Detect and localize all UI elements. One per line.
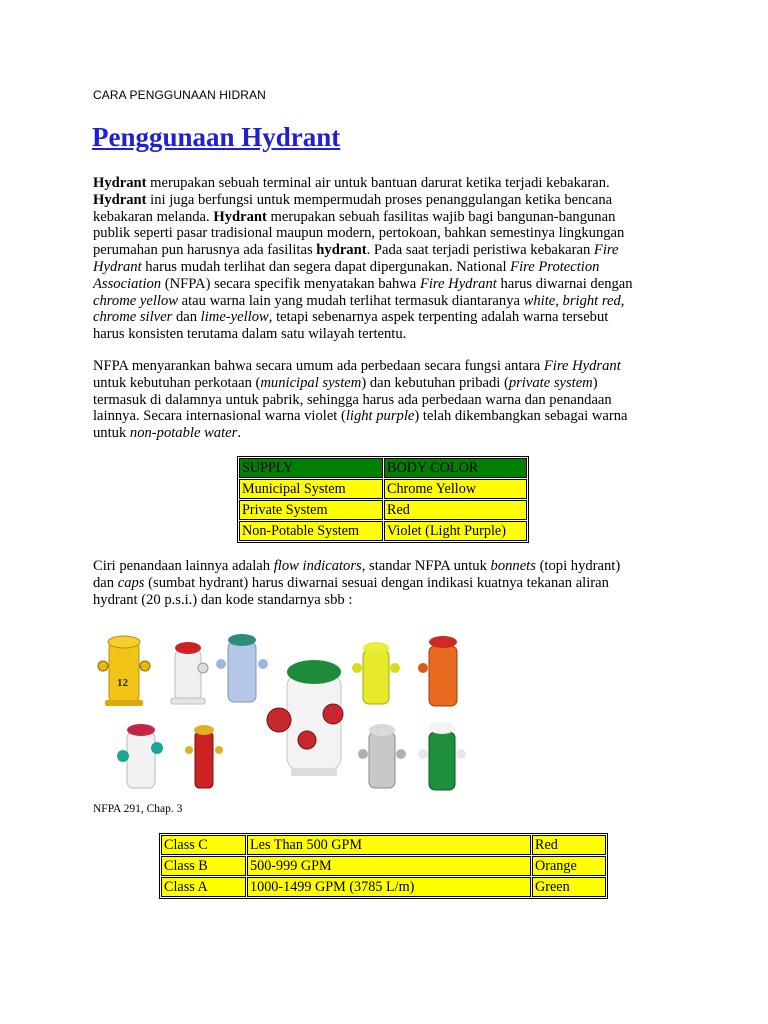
table-row xyxy=(161,877,606,897)
text-run: ini juga berfungsi untuk mempermudah proses penanggulangan ketika bencana xyxy=(146,191,613,208)
table-cell: 1000-1499 GPM (3785 L/m) xyxy=(247,877,531,897)
table-cell: Municipal System xyxy=(239,479,383,499)
blue-hydrant xyxy=(216,634,268,702)
text-line xyxy=(93,425,683,442)
table-cell: Class B xyxy=(161,856,246,876)
text-run: harus mudah terlihat dan segera dapat dipergunakan. National xyxy=(141,258,511,275)
table-row xyxy=(239,479,527,499)
table-header-row xyxy=(239,458,527,478)
table-cell: Class C xyxy=(161,835,246,855)
flow-class-table xyxy=(159,833,608,899)
bold-run: Hydrant xyxy=(93,191,147,208)
table-cell: Red xyxy=(532,835,606,855)
yellow-hydrant xyxy=(98,636,150,706)
table-row xyxy=(239,521,527,541)
figure-caption: NFPA 291, Chap. 3 xyxy=(93,803,183,815)
text-run: Ciri penandaan lainnya adalah xyxy=(93,558,274,574)
white-green-hydrant xyxy=(267,660,343,776)
text-run: lainnya. Secara internasional warna violet ( xyxy=(93,408,346,425)
italic-run: bonnets xyxy=(490,558,536,574)
text-run: ) telah dikembangkan sebagai warna xyxy=(414,408,628,425)
italic-run: light purple xyxy=(345,408,415,425)
text-run: termasuk di dalamnya untuk pabrik, sehingga harus ada perbedaan warna dan penandaan xyxy=(93,391,612,408)
italic-run: Fire Protection xyxy=(510,258,600,275)
red-hydrant xyxy=(185,725,223,788)
text-line xyxy=(93,592,683,609)
table-cell: Orange xyxy=(532,856,606,876)
header-cell-body-color: BODY COLOR xyxy=(384,458,527,478)
italic-run: chrome yellow xyxy=(93,292,178,309)
text-run: atau warna lain yang mudah terlihat termasuk diantaranya xyxy=(177,292,524,309)
italic-run: municipal system xyxy=(260,374,362,391)
text-run: publik seperti pasar tradisional maupun modern, pertokoan, bahkan semestinya lingkungan xyxy=(93,225,625,242)
text-run: merupakan sebuah terminal air untuk bantuan darurat ketika terjadi kebakaran. xyxy=(146,175,610,191)
hydrant-photo-collage xyxy=(95,628,475,800)
silver-hydrant xyxy=(358,724,406,788)
page-title-link[interactable]: Penggunaan Hydrant xyxy=(92,122,341,152)
italic-run: non-potable water xyxy=(129,425,238,442)
text-line xyxy=(93,192,683,209)
italic-run: Association xyxy=(93,275,162,292)
italic-run: white, bright red, xyxy=(523,292,625,309)
lime-yellow-hydrant xyxy=(352,642,400,704)
teal-hydrant xyxy=(117,724,163,788)
italic-run: Fire Hydrant xyxy=(419,275,497,292)
paragraph-intro xyxy=(93,175,683,343)
text-run: perumahan pun harusnya ada fasilitas xyxy=(93,242,317,259)
text-run: dan xyxy=(172,309,201,326)
orange-hydrant xyxy=(418,636,457,706)
text-line xyxy=(93,259,683,276)
table-cell: Class A xyxy=(161,877,246,897)
text-line xyxy=(93,408,683,425)
table-cell: Private System xyxy=(239,500,383,520)
text-run: harus konsisten terutama dalam satu wilayah tertentu. xyxy=(93,326,407,343)
text-run: ) dan kebutuhan pribadi ( xyxy=(361,374,509,391)
supply-color-table xyxy=(237,456,529,543)
italic-run: Hydrant xyxy=(93,258,142,275)
paragraph-indicators xyxy=(93,558,683,608)
table-row xyxy=(239,500,527,520)
bold-run: Hydrant xyxy=(93,175,147,191)
text-line xyxy=(93,209,683,226)
text-line xyxy=(93,575,683,592)
italic-run: flow indicators xyxy=(273,558,362,574)
table-row xyxy=(161,835,606,855)
text-run: , standar NFPA untuk xyxy=(361,558,491,574)
text-run: hydrant (20 p.s.i.) dan kode standarnya sbb : xyxy=(93,591,353,608)
paragraph-nfpa xyxy=(93,358,683,442)
text-run: , tetapi sebenarnya aspek terpenting adalah warna tersebut xyxy=(268,309,609,326)
text-line xyxy=(93,276,683,293)
text-line xyxy=(93,175,683,192)
table-cell: Red xyxy=(384,500,527,520)
text-line xyxy=(93,293,683,310)
text-run: dan xyxy=(93,574,118,591)
text-line xyxy=(93,242,683,259)
text-run: (NFPA) secara specifik menyatakan bahwa xyxy=(161,275,420,292)
italic-run: lime-yellow xyxy=(200,309,269,326)
text-line xyxy=(93,326,683,343)
text-line xyxy=(93,392,683,409)
text-run: (sumbat hydrant) harus diwarnai sesuai dengan indikasi kuatnya tekanan aliran xyxy=(144,574,609,591)
text-line xyxy=(93,309,683,326)
text-line xyxy=(93,375,683,392)
text-run: untuk kebutuhan perkotaan ( xyxy=(93,374,261,391)
bold-run: hydrant xyxy=(316,242,367,259)
table-cell: Non-Potable System xyxy=(239,521,383,541)
white-red-hydrant xyxy=(171,642,208,704)
table-cell: 500-999 GPM xyxy=(247,856,531,876)
italic-run: chrome silver xyxy=(93,309,173,326)
text-line xyxy=(93,225,683,242)
italic-run: Fire Hydrant xyxy=(543,358,621,374)
green-hydrant xyxy=(418,722,466,790)
text-run: . xyxy=(237,425,241,442)
header-cell-supply: SUPPLY xyxy=(239,458,383,478)
text-line xyxy=(93,358,683,375)
text-run: ) xyxy=(592,374,598,391)
text-run: kebakaran melanda. xyxy=(93,208,214,225)
text-run: merupakan sebuah fasilitas wajib bagi bangunan-bangunan xyxy=(266,208,616,225)
text-run: . Pada saat terjadi peristiwa kebakaran xyxy=(366,242,594,259)
italic-run: caps xyxy=(117,574,145,591)
table-cell: Chrome Yellow xyxy=(384,479,527,499)
table-cell: Green xyxy=(532,877,606,897)
table-row xyxy=(161,856,606,876)
bold-run: Hydrant xyxy=(213,208,267,225)
text-run: untuk xyxy=(93,425,130,442)
table-cell: Violet (Light Purple) xyxy=(384,521,527,541)
italic-run: Fire xyxy=(593,242,619,259)
text-run: NFPA menyarankan bahwa secara umum ada perbedaan secara fungsi antara xyxy=(93,358,544,374)
document-header: CARA PENGGUNAAN HIDRAN xyxy=(93,88,266,102)
text-run: harus diwarnai dengan xyxy=(496,275,633,292)
italic-run: private system xyxy=(508,374,593,391)
text-line xyxy=(93,558,683,575)
hydrant-number: 12 xyxy=(117,677,128,689)
text-run: (topi hydrant) xyxy=(535,558,621,574)
table-cell: Les Than 500 GPM xyxy=(247,835,531,855)
